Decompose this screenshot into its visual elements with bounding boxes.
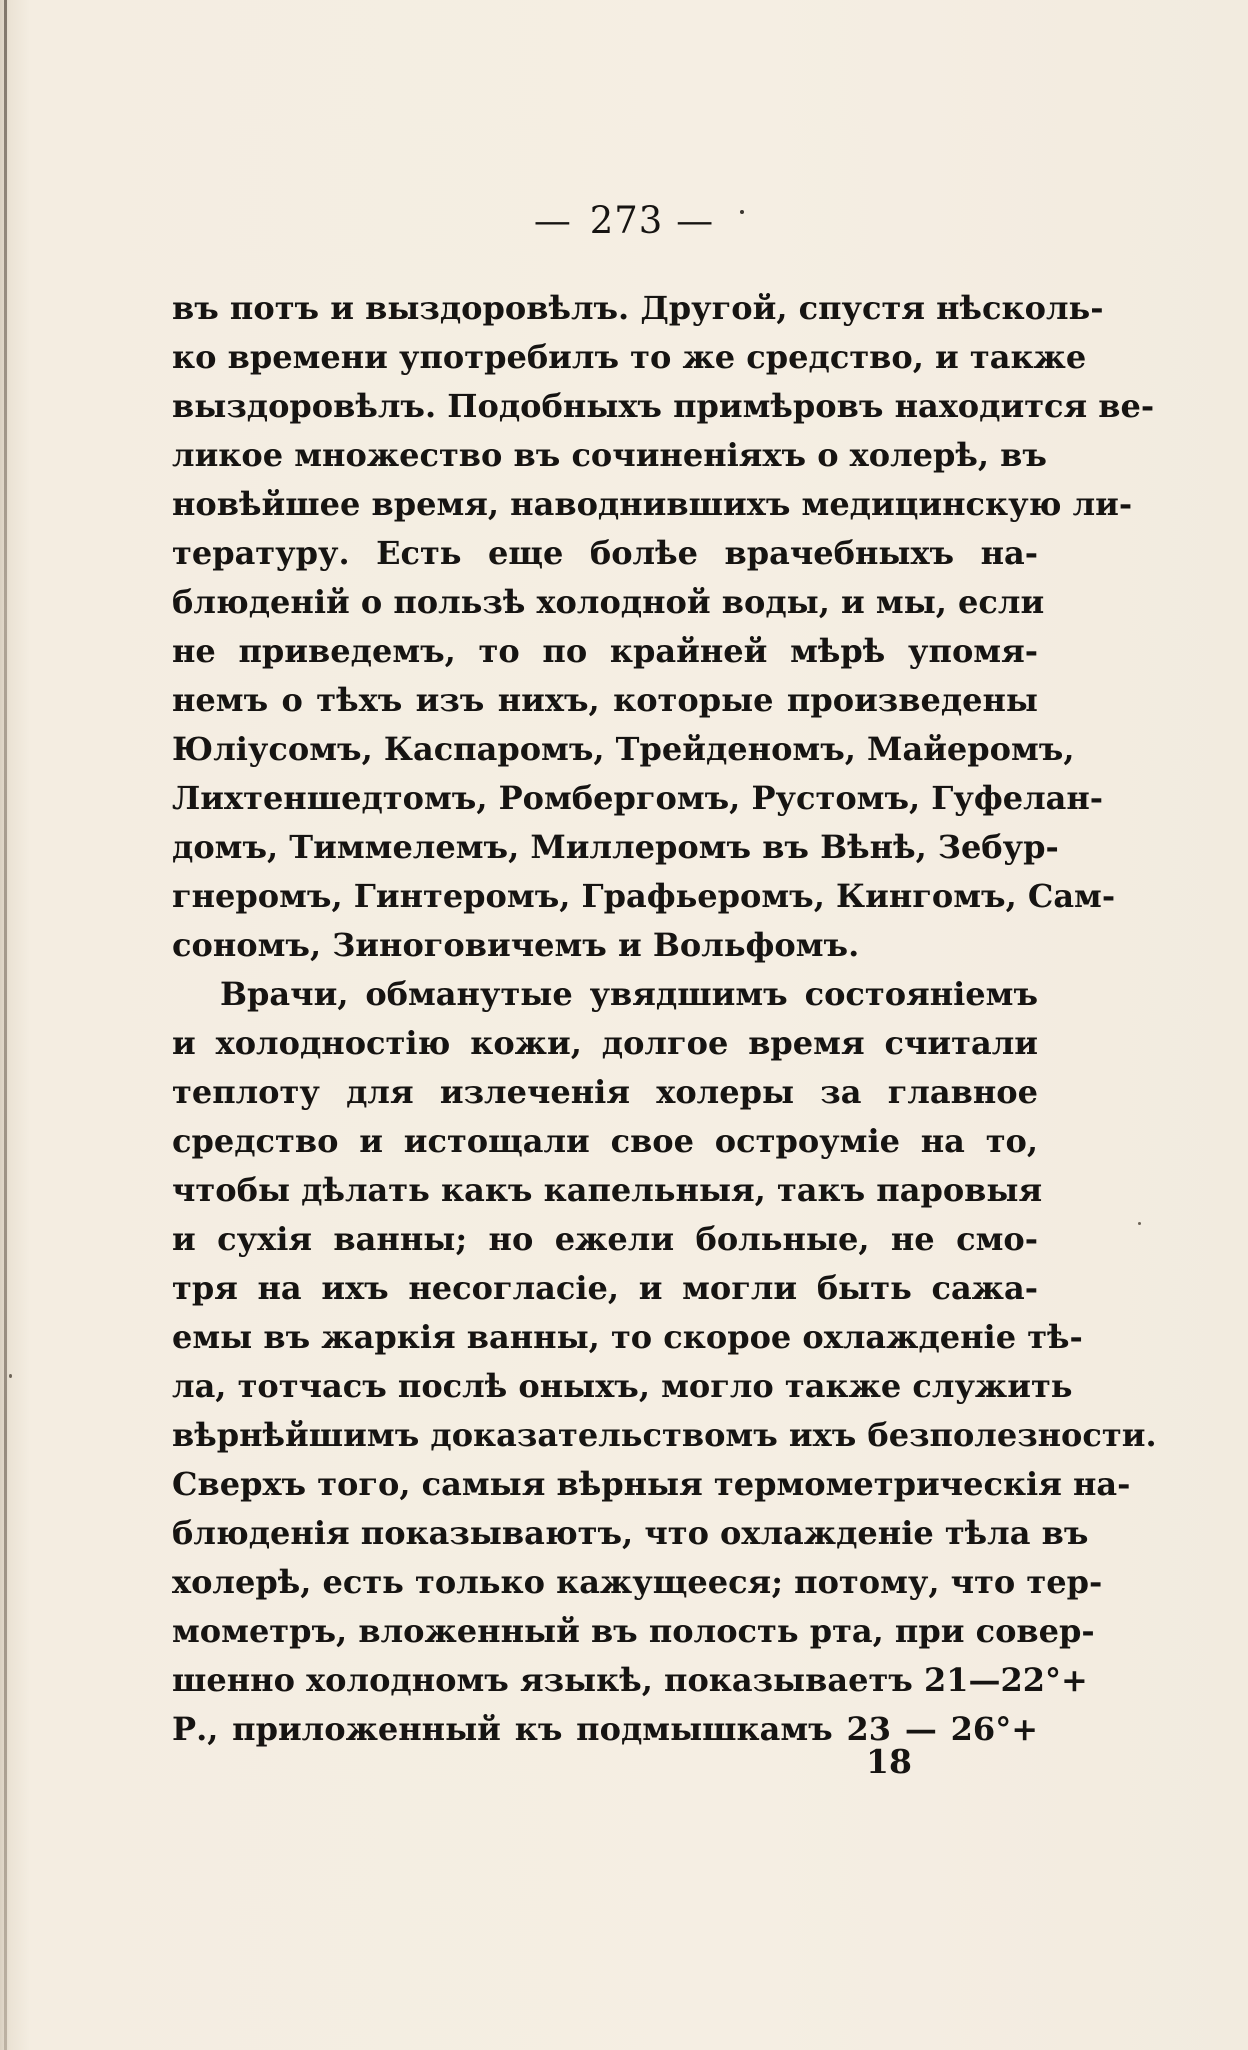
body-text <box>172 284 1157 1754</box>
page-header <box>0 196 1248 246</box>
text-line: тря на ихъ несогласіе, и могли быть сажа- <box>172 1269 1038 1307</box>
text-line: чтобы дѣлать какъ капельныя, такъ паровыя <box>172 1171 1043 1209</box>
text-line: емы въ жаркія ванны, то скорое охлажденіе тѣ- <box>172 1318 1083 1356</box>
text-line: гнеромъ, Гинтеромъ, Графьеромъ, Кингомъ, Сам- <box>172 877 1116 915</box>
text-line: ликое множество въ сочиненіяхъ о холерѣ, въ <box>172 436 1047 474</box>
text-line: ко времени употребилъ то же средство, и также <box>172 338 1087 376</box>
signature-mark: 18 <box>866 1742 912 1781</box>
text-line: не приведемъ, то по крайней мѣрѣ упомя- <box>172 632 1038 670</box>
paragraph-2 <box>172 970 1157 1754</box>
text-line: въ потъ и выздоровѣлъ. Другой, спустя нѣсколь- <box>172 289 1104 327</box>
ink-speck <box>9 1374 12 1378</box>
text-line: и холодностію кожи, долгое время считали <box>172 1024 1038 1062</box>
text-line: немъ о тѣхъ изъ нихъ, которые произведены <box>172 681 1038 719</box>
text-line: шенно холодномъ языкѣ, показываетъ 21—22°+ <box>172 1661 1088 1699</box>
paragraph-1 <box>172 284 1155 970</box>
text-line: выздоровѣлъ. Подобныхъ примѣровъ находится ве- <box>172 387 1155 425</box>
header-dash-left: — <box>533 199 572 242</box>
text-line: теплоту для излеченія холеры за главное <box>172 1073 1038 1111</box>
text-line: холерѣ, есть только кажущееся; потому, что тер- <box>172 1563 1103 1601</box>
text-line: средство и истощали свое остроуміе на то, <box>172 1122 1038 1160</box>
text-line: Врачи, обманутые увядшимъ состояніемъ <box>220 975 1038 1013</box>
text-line: блюденія показываютъ, что охлажденіе тѣла въ <box>172 1514 1089 1552</box>
text-line: Р., приложенный къ подмышкамъ 23 — 26°+ <box>172 1710 1038 1748</box>
ink-speck <box>740 210 744 214</box>
text-line: вѣрнѣйшимъ доказательствомъ ихъ безполезности. <box>172 1416 1157 1454</box>
text-line: сономъ, Зиноговичемъ и Вольфомъ. <box>172 926 860 964</box>
text-line: и сухія ванны; но ежели больные, не смо- <box>172 1220 1038 1258</box>
text-line: блюденій о пользѣ холодной воды, и мы, если <box>172 583 1045 621</box>
ink-speck <box>1138 1222 1141 1225</box>
page-spine-edge <box>4 0 7 2050</box>
text-line: ла, тотчасъ послѣ оныхъ, могло также служить <box>172 1367 1073 1405</box>
text-line: новѣйшее время, наводнившихъ медицинскую ли- <box>172 485 1133 523</box>
text-line: мометръ, вложенный въ полость рта, при совер- <box>172 1612 1095 1650</box>
page-number: 273 <box>589 199 664 242</box>
text-line: домъ, Тиммелемъ, Миллеромъ въ Вѣнѣ, Зебур- <box>172 828 1059 866</box>
text-line: Лихтеншедтомъ, Ромбергомъ, Рустомъ, Гуфелан- <box>172 779 1104 817</box>
text-line: Юліусомъ, Каспаромъ, Трейденомъ, Майеромъ, <box>172 730 1075 768</box>
text-line: Сверхъ того, самыя вѣрныя термометрическія на- <box>172 1465 1131 1503</box>
header-dash-right: — <box>676 199 715 242</box>
text-line: тературу. Есть еще болѣе врачебныхъ на- <box>172 534 1038 572</box>
